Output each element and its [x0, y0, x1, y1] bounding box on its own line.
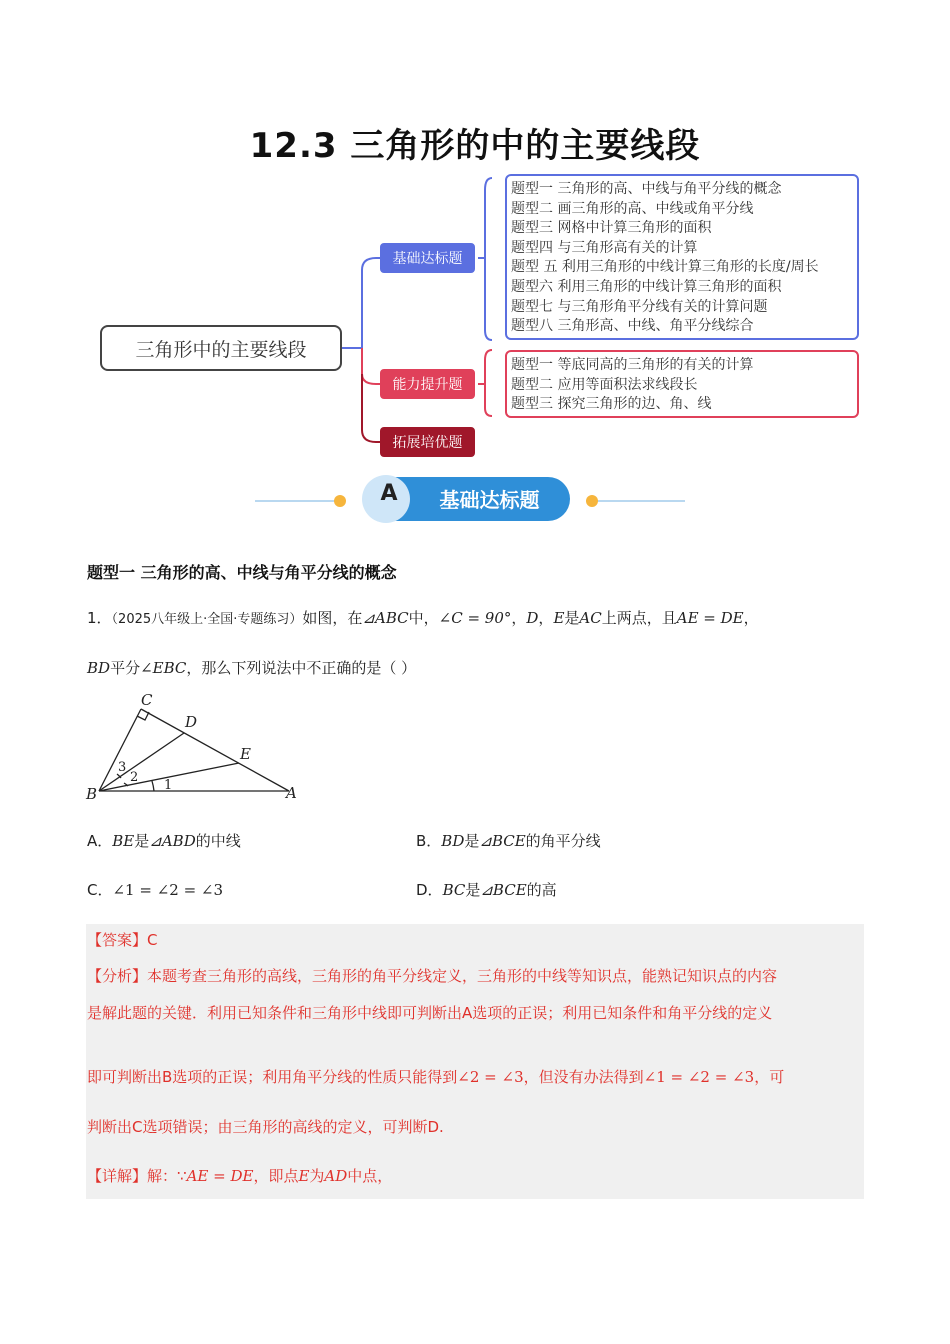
question-source: （2025八年级上·全国·专题练习）: [111, 612, 303, 627]
option-key: A．: [87, 832, 113, 850]
list-item: 题型二 应用等面积法求线段长: [511, 376, 698, 393]
banner-letter: A: [380, 481, 398, 506]
triangle-figure: [84, 688, 304, 806]
branch-advanced: 能力提升题: [380, 369, 475, 399]
option-text: 是: [134, 832, 150, 850]
option-key: B．: [416, 832, 442, 850]
math: BD: [87, 659, 111, 677]
label-b: B: [86, 785, 98, 803]
list-item: 题型 五 利用三角形的中线计算三角形的长度/周长: [511, 259, 819, 276]
section-heading: 题型一 三角形的高、中线与角平分线的概念: [87, 563, 397, 582]
question-text: 中，: [408, 609, 439, 627]
question-text: 上两点，且: [601, 609, 677, 627]
math: ∠2 = ∠3: [457, 1068, 524, 1086]
list-item: 题型三 网格中计算三角形的面积: [511, 220, 712, 237]
answer-label: 【答案】: [87, 931, 148, 949]
list-item: 题型一 三角形的高、中线与角平分线的概念: [511, 181, 782, 197]
math: AD: [324, 1167, 348, 1185]
analysis-line-1: [87, 965, 777, 986]
analysis-text: 即可判断出B选项的正误；利用角平分线的性质只能得到: [87, 1068, 458, 1086]
list-item: 题型七 与三角形角平分线有关的计算问题: [511, 298, 768, 315]
question-number: 1．: [87, 609, 112, 627]
option-text: 的高: [526, 881, 557, 899]
mindmap-root: 三角形中的主要线段: [100, 325, 342, 371]
list-item: 题型二 画三角形的高、中线或角平分线: [511, 200, 754, 217]
basic-topic-list: [505, 174, 859, 340]
option-key: D．: [416, 881, 443, 899]
detail-text: ，即点: [253, 1167, 299, 1185]
question-text: ，: [743, 609, 759, 627]
option-c[interactable]: [87, 879, 223, 900]
answer-line: [87, 929, 158, 950]
question-line-1: [87, 607, 759, 628]
branch-extension: 拓展培优题: [380, 427, 475, 457]
question-text: 如图，在: [302, 609, 363, 627]
analysis-line-2: 是解此题的关键．利用已知条件和三角形中线即可判断出A选项的正误；利用已知条件和角平分线的定义: [87, 1004, 773, 1022]
math: ∠1 = ∠2 = ∠3: [643, 1068, 755, 1086]
math: ∠1 = ∠2 = ∠3: [112, 881, 224, 899]
question-text: 平分: [110, 659, 141, 677]
label-d: D: [185, 713, 198, 731]
analysis-text: ，可: [754, 1068, 785, 1086]
math: AE = DE: [676, 609, 744, 627]
analysis-text: ，但没有办法得到: [523, 1068, 644, 1086]
question-text: ，: [538, 609, 554, 627]
question-line-2: [87, 657, 416, 678]
option-text: 的角平分线: [525, 832, 601, 850]
option-text: 是: [465, 881, 481, 899]
label-c: C: [141, 691, 153, 709]
math: AC: [579, 609, 602, 627]
detail-label: 【详解】: [87, 1167, 148, 1185]
advanced-topic-list: [505, 350, 859, 418]
math: ⊿ABD: [149, 832, 196, 850]
analysis-line-4: 判断出C选项错误；由三角形的高线的定义，可判断D.: [87, 1118, 444, 1136]
question-text: ，: [511, 609, 527, 627]
math: D: [526, 609, 539, 627]
detail-text: 中点，: [347, 1167, 393, 1185]
math: ⊿ABC: [362, 609, 409, 627]
option-b[interactable]: [416, 830, 601, 851]
page-title: 12.3 三角形的中的主要线段: [249, 126, 701, 166]
banner-label: 基础达标题: [439, 488, 540, 512]
label-e: E: [240, 745, 251, 763]
angle-label-1: 1: [164, 778, 173, 793]
angle-label-3: 3: [118, 760, 127, 775]
option-a[interactable]: [87, 830, 241, 851]
list-item: 题型六 利用三角形的中线计算三角形的面积: [511, 278, 782, 295]
list-item: 题型一 等底同高的三角形的有关的计算: [511, 357, 754, 373]
math: E: [553, 609, 565, 627]
list-item: 题型四 与三角形高有关的计算: [511, 239, 698, 256]
math: E: [298, 1167, 310, 1185]
label-a: A: [286, 784, 297, 802]
math: ⊿BCE: [479, 832, 526, 850]
math: ∠EBC: [140, 659, 187, 677]
analysis-line-3: [87, 1066, 784, 1087]
analysis-text: 本题考查三角形的高线，三角形的角平分线定义，三角形的中线等知识点，能熟记知识点的内容: [147, 967, 778, 985]
math: ⊿BCE: [480, 881, 527, 899]
list-item: 题型八 三角形高、中线、角平分线综合: [511, 318, 754, 335]
detail-text: 为: [309, 1167, 325, 1185]
math: BC: [442, 881, 466, 899]
math: BD: [441, 832, 465, 850]
angle-label-2: 2: [130, 770, 139, 785]
option-text: 是: [464, 832, 480, 850]
branch-basic: 基础达标题: [380, 243, 475, 273]
list-item: 题型三 探究三角形的边、角、线: [511, 396, 712, 413]
math: ∠C = 90°: [438, 609, 512, 627]
option-text: 的中线: [195, 832, 241, 850]
answer-value: C: [147, 931, 158, 949]
question-text: 是: [564, 609, 580, 627]
detail-line: [87, 1165, 392, 1186]
option-d[interactable]: [416, 879, 557, 900]
math: AE = DE: [186, 1167, 254, 1185]
math: BE: [112, 832, 135, 850]
analysis-label: 【分析】: [87, 967, 148, 985]
detail-text: 解：∵: [147, 1167, 187, 1185]
option-key: C．: [87, 881, 113, 899]
question-text: ，那么下列说法中不正确的是（ ）: [186, 659, 417, 677]
